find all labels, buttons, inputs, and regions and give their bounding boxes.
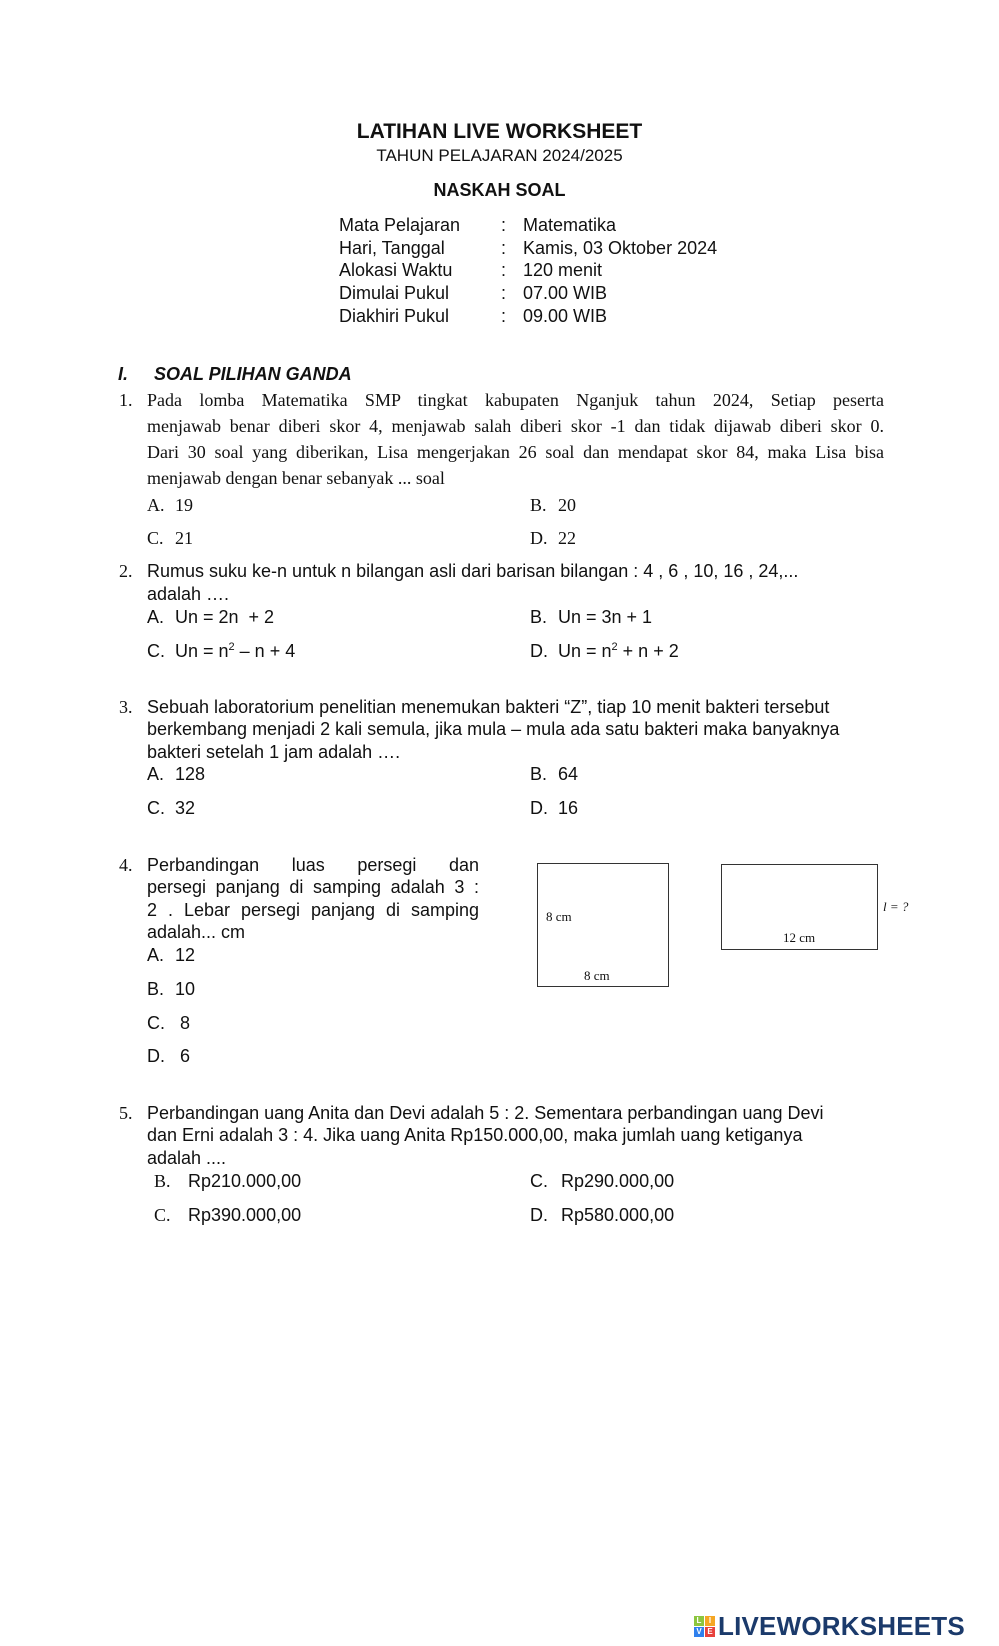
option-letter: D.: [147, 1046, 165, 1066]
option-letter: B.: [530, 495, 547, 515]
rect-length-label: 12 cm: [783, 930, 816, 945]
option-main: Un = 2n + 2: [175, 607, 275, 627]
option-main: 32: [175, 798, 196, 818]
liveworksheets-logo: [694, 1611, 965, 1642]
question-text-line: adalah ….: [147, 584, 230, 604]
option-letter: D.: [530, 641, 548, 661]
option-main: Rp390.000,00: [188, 1205, 302, 1225]
question-text-line: Sebuah laboratorium penelitian menemukan bakteri “Z”, tiap 10 menit bakteri tersebut: [147, 697, 830, 717]
option-main: Rp210.000,00: [188, 1171, 302, 1191]
option-main: Rp290.000,00: [561, 1171, 675, 1191]
option-main: Un = n: [558, 641, 612, 661]
logo-tile: L: [694, 1616, 704, 1626]
option-text[interactable]: [175, 1014, 190, 1032]
question-text-line: Rumus suku ke-n untuk n bilangan asli dari barisan bilangan : 4 , 6 , 10, 16 , 24,...: [147, 561, 799, 581]
option-main: 21: [175, 528, 193, 548]
option-letter: C.: [147, 1013, 165, 1033]
option-text[interactable]: [558, 529, 576, 547]
section-title: SOAL PILIHAN GANDA: [154, 364, 352, 384]
logo-text: LIVEWORKSHEETS: [718, 1611, 965, 1641]
option-letter: B.: [530, 607, 548, 627]
option-text[interactable]: [175, 496, 193, 514]
info-value: 07.00 WIB: [523, 283, 608, 303]
section-number: I.: [118, 364, 129, 384]
question-text-line: Perbandingan luas persegi dan: [147, 855, 479, 875]
question-text-line: berkembang menjadi 2 kali semula, jika mula – mula ada satu bakteri maka banyaknya: [147, 719, 840, 739]
option-text[interactable]: [558, 496, 576, 514]
option-letter: D.: [530, 1205, 548, 1225]
option-main: 16: [558, 798, 579, 818]
info-label: Alokasi Waktu: [339, 260, 453, 280]
option-main: 64: [558, 764, 579, 784]
option-text[interactable]: [558, 765, 578, 783]
question-text-line: adalah... cm: [147, 922, 246, 942]
option-letter: B.: [530, 764, 548, 784]
option-text[interactable]: [175, 980, 195, 998]
academic-year: TAHUN PELAJARAN 2024/2025: [376, 146, 623, 165]
rect-width-label: l = ?: [883, 899, 909, 914]
info-colon: :: [501, 215, 507, 235]
question-text-line: Pada lomba Matematika SMP tingkat kabupaten Nganjuk tahun 2024, Setiap peserta: [147, 390, 884, 410]
option-letter: D.: [530, 528, 548, 548]
exponent: 2: [228, 641, 235, 653]
info-label: Diakhiri Pukul: [339, 306, 450, 326]
option-rest: + n + 2: [617, 641, 679, 661]
option-main: 22: [558, 528, 576, 548]
square-bottom-label: 8 cm: [584, 968, 610, 983]
worksheet-title: LATIHAN LIVE WORKSHEET: [356, 120, 643, 143]
question-text-line: 2 . Lebar persegi panjang di samping: [147, 900, 479, 920]
option-main: 128: [175, 764, 206, 784]
option-letter: C.: [147, 528, 164, 548]
option-letter: A.: [147, 495, 165, 515]
info-value: Matematika: [523, 215, 617, 235]
exponent: 2: [611, 641, 618, 653]
question-number: 4.: [119, 855, 133, 875]
option-letter: B.: [154, 1171, 171, 1191]
option-main: 6: [175, 1046, 191, 1066]
option-text[interactable]: [558, 799, 578, 817]
info-label: Dimulai Pukul: [339, 283, 450, 303]
option-letter: A.: [147, 945, 165, 965]
info-value: 120 menit: [523, 260, 603, 280]
logo-tiles-icon: [694, 1616, 715, 1637]
question-text-line: persegi panjang di samping adalah 3 :: [147, 877, 479, 897]
question-text-line: menjawab benar diberi skor 4, menjawab salah diberi skor -1 dan tidak dijawab diberi skor 0.: [147, 416, 884, 436]
option-main: 10: [175, 979, 196, 999]
option-letter: C.: [147, 641, 165, 661]
option-letter: D.: [530, 798, 548, 818]
logo-tile: I: [705, 1616, 715, 1626]
logo-tile: V: [694, 1627, 704, 1637]
info-colon: :: [501, 306, 507, 326]
info-label: Hari, Tanggal: [339, 238, 445, 258]
info-colon: :: [501, 283, 507, 303]
info-colon: :: [501, 260, 507, 280]
doc-type: NASKAH SOAL: [433, 180, 566, 200]
option-letter: A.: [147, 607, 165, 627]
option-main: Un = n: [175, 641, 229, 661]
option-text[interactable]: [175, 799, 195, 817]
question-number: 2.: [119, 561, 133, 581]
question-text-line: Dari 30 soal yang diberikan, Lisa mengerjakan 26 soal dan mendapat skor 84, maka Lisa bisa: [147, 442, 884, 462]
option-main: 20: [558, 495, 576, 515]
question-text-line: bakteri setelah 1 jam adalah ….: [147, 742, 401, 762]
option-text[interactable]: [175, 642, 295, 660]
option-main: 12: [175, 945, 196, 965]
info-label: Mata Pelajaran: [339, 215, 461, 235]
square-side-label: 8 cm: [546, 909, 572, 924]
question-text-line: menjawab dengan benar sebanyak ... soal: [147, 468, 445, 488]
question-number: 1.: [119, 390, 133, 410]
option-text[interactable]: [175, 946, 195, 964]
option-text[interactable]: [558, 642, 679, 660]
option-text[interactable]: [188, 1172, 301, 1190]
option-letter: A.: [147, 764, 165, 784]
option-main: 19: [175, 495, 193, 515]
option-text[interactable]: [175, 765, 205, 783]
option-text[interactable]: [175, 529, 193, 547]
option-letter: C.: [154, 1205, 171, 1225]
option-text[interactable]: [175, 608, 274, 626]
option-letter: C.: [530, 1171, 548, 1191]
option-letter: C.: [147, 798, 165, 818]
option-text[interactable]: [175, 1047, 190, 1065]
question-text-line: adalah ....: [147, 1148, 227, 1168]
option-text[interactable]: [561, 1172, 674, 1190]
logo-tile: E: [705, 1627, 715, 1637]
question-text-line: dan Erni adalah 3 : 4. Jika uang Anita Rp150.000,00, maka jumlah uang ketiganya: [147, 1125, 803, 1145]
question-number: 3.: [119, 697, 133, 717]
info-value: 09.00 WIB: [523, 306, 608, 326]
option-main: Rp580.000,00: [561, 1205, 675, 1225]
option-text[interactable]: [561, 1206, 674, 1224]
option-rest: – n + 4: [234, 641, 296, 661]
info-colon: :: [501, 238, 507, 258]
option-main: 8: [175, 1013, 191, 1033]
option-main: Un = 3n + 1: [558, 607, 653, 627]
question-text-line: Perbandingan uang Anita dan Devi adalah 5 : 2. Sementara perbandingan uang Devi: [147, 1103, 824, 1123]
info-value: Kamis, 03 Oktober 2024: [523, 238, 718, 258]
question-number: 5.: [119, 1103, 133, 1123]
option-text[interactable]: [558, 608, 652, 626]
option-letter: B.: [147, 979, 165, 999]
option-text[interactable]: [188, 1206, 301, 1224]
